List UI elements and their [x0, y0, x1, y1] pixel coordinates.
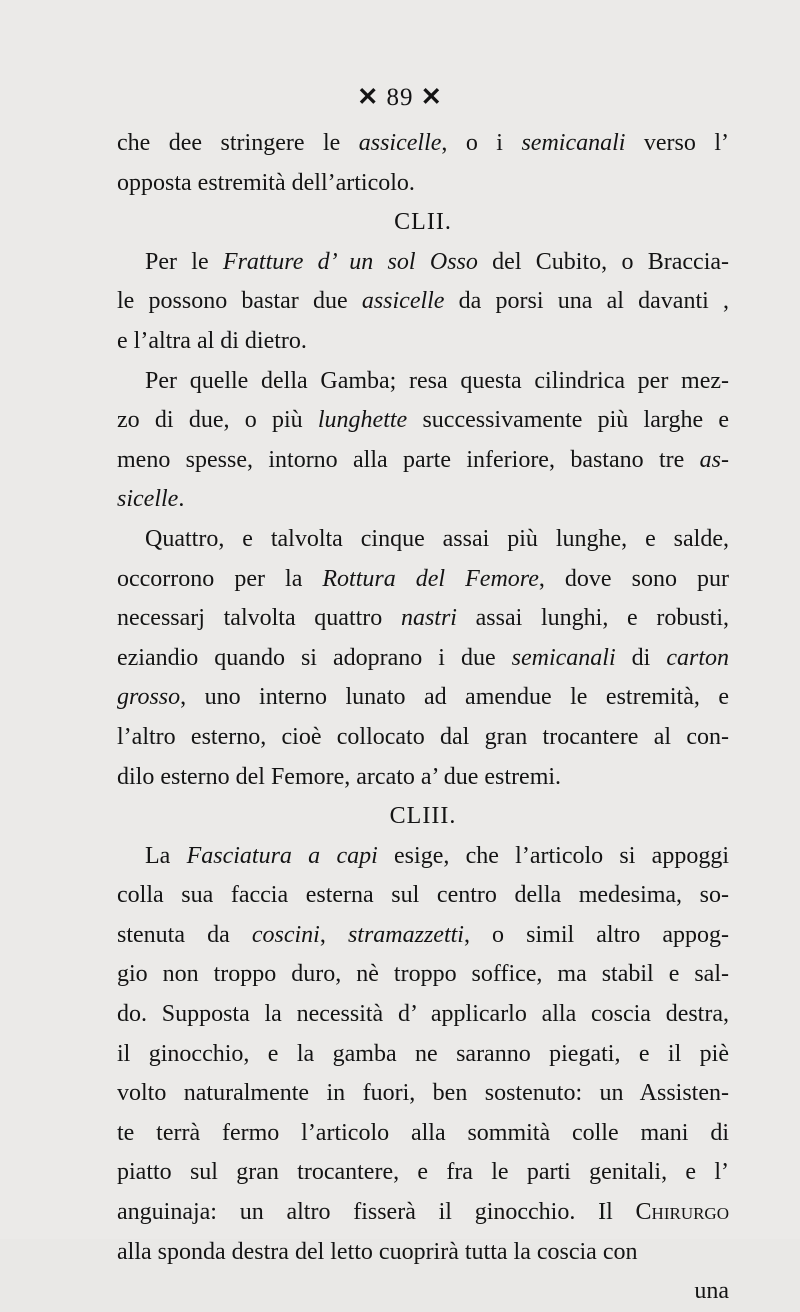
text-line: Quattro, e talvolta cinque assai più lunghe, e salde,	[145, 525, 729, 552]
text-line: Per quelle della Gamba; resa questa cilindrica per mez-	[145, 367, 729, 394]
text-line: piatto sul gran trocantere, e fra le parti genitali, e l’	[117, 1159, 729, 1186]
text-line: alla sponda destra del letto cuoprirà tutta la coscia con	[117, 1238, 638, 1265]
page-header	[0, 82, 800, 112]
text-line: opposta estremità dell’articolo.	[117, 169, 415, 196]
section-heading: CLII.	[394, 209, 452, 236]
text-line: sicelle.	[117, 486, 185, 513]
text-line: l’altro esterno, cioè collocato dal gran trocantere al con-	[117, 723, 729, 750]
text-line: meno spesse, intorno alla parte inferiore, bastano tre as-	[117, 446, 729, 473]
text-line: Per le Fratture d’ un sol Osso del Cubito, o Braccia-	[145, 248, 730, 275]
text-line: il ginocchio, e la gamba ne saranno piegati, e il piè	[117, 1040, 729, 1067]
text-line: che dee stringere le assicelle, o i semicanali verso l’	[117, 130, 730, 156]
ornament-right-icon: ✕	[420, 84, 443, 111]
text-line: necessarj talvolta quattro nastri assai lunghi, e robusti,	[117, 605, 730, 632]
text-line: grosso, uno interno lunato ad amendue le estremità, e	[117, 684, 729, 711]
text-line: occorrono per la Rottura del Femore, dove sono pur	[117, 565, 730, 592]
text-line: te terrà fermo l’articolo alla sommità colle mani di	[117, 1119, 729, 1146]
text-line: eziandio quando si adoprano i due semicanali di carton	[117, 644, 729, 671]
text-line: gio non troppo duro, nè troppo soffice, ma stabil e sal-	[117, 961, 729, 988]
text-line: e l’altra al di dietro.	[117, 327, 307, 354]
text-line: La Fasciatura a capi esige, che l’articolo si appoggi	[145, 842, 729, 869]
text-line: le possono bastar due assicelle da porsi una al davanti ,	[117, 288, 729, 315]
text-line: anguinaja: un altro fisserà il ginocchio. Il Chirurgo	[117, 1199, 729, 1226]
text-line: dilo esterno del Femore, arcato a’ due estremi.	[117, 763, 562, 790]
section-heading: CLIII.	[389, 803, 457, 830]
page-number: 89	[386, 84, 414, 111]
text-line: zo di due, o più lunghette successivamente più larghe e	[117, 407, 729, 434]
ornament-left-icon: ✕	[357, 84, 380, 111]
text-line: stenuta da coscini, stramazzetti, o simil altro appog-	[117, 921, 730, 948]
text-line: colla sua faccia esterna sul centro della medesima, so-	[117, 882, 729, 909]
text-line: volto naturalmente in fuori, ben sostenuto: un Assisten-	[117, 1080, 729, 1107]
catchword: una	[694, 1278, 729, 1305]
text-line: do. Supposta la necessità d’ applicarlo alla coscia destra,	[117, 1001, 729, 1028]
page-body	[117, 124, 729, 1312]
